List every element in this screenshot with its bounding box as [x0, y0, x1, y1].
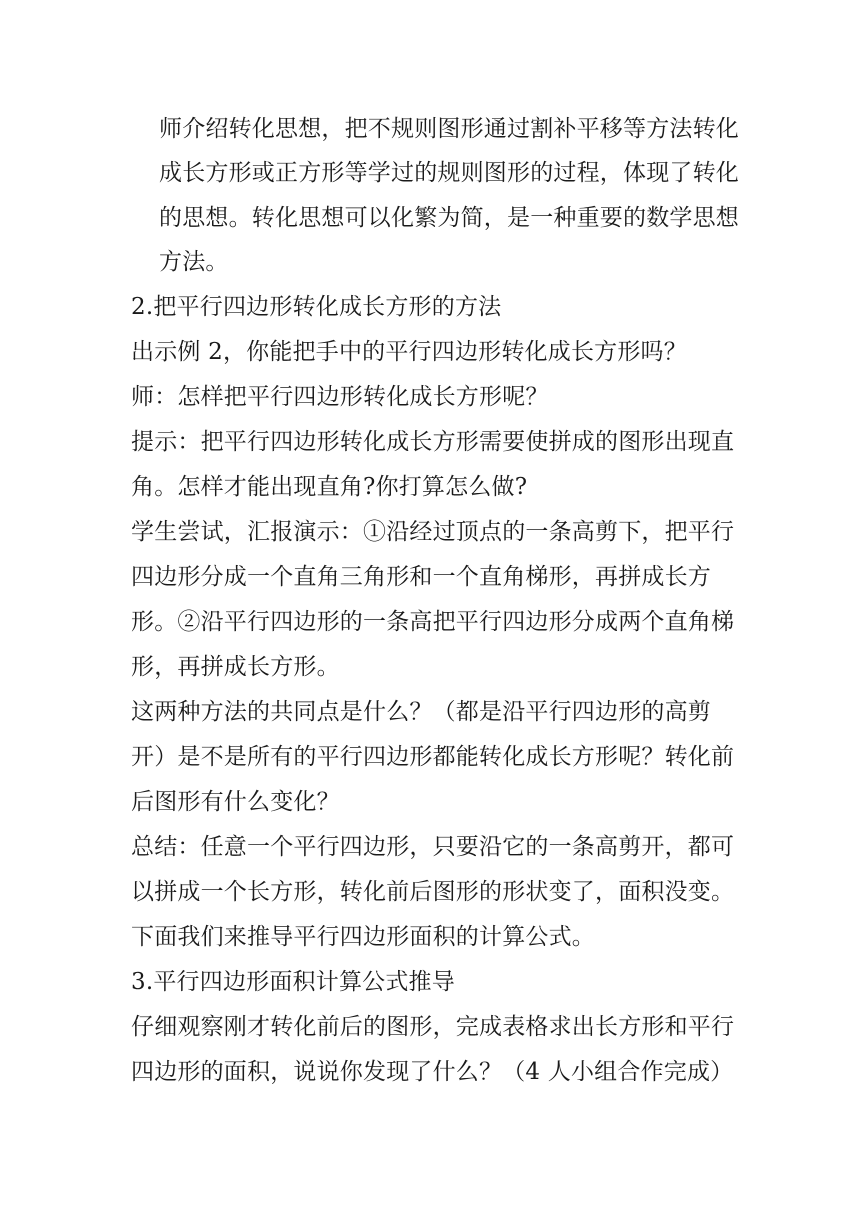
- text-line: 下面我们来推导平行四边形面积的计算公式。: [131, 924, 595, 950]
- text-line: 开）是不是所有的平行四边形都能转化成长方形呢？转化前: [131, 744, 735, 770]
- text-line: 师介绍转化思想，把不规则图形通过割补平移等方法转化: [159, 116, 739, 142]
- text-line: 方法。: [159, 249, 229, 275]
- text-line: 四边形的面积，说说你发现了什么？（4 人小组合作完成）: [131, 1059, 734, 1085]
- text-line: 成长方形或正方形等学过的规则图形的过程，体现了转化: [159, 160, 739, 186]
- section-heading: 2.把平行四边形转化成长方形的方法: [131, 294, 502, 320]
- text-line: 后图形有什么变化？: [131, 789, 340, 815]
- text-line: 学生尝试，汇报演示：①沿经过顶点的一条高剪下，把平行: [131, 519, 735, 545]
- text-line: 形。②沿平行四边形的一条高把平行四边形分成两个直角梯: [131, 609, 735, 635]
- text-line: 提示：把平行四边形转化成长方形需要使拼成的图形出现直: [131, 429, 735, 455]
- section-heading: 3.平行四边形面积计算公式推导: [131, 969, 455, 995]
- text-line: 出示例 2，你能把手中的平行四边形转化成长方形吗？: [131, 339, 687, 365]
- text-line: 总结：任意一个平行四边形，只要沿它的一条高剪开，都可: [131, 834, 735, 860]
- text-line: 四边形分成一个直角三角形和一个直角梯形，再拼成长方: [131, 564, 711, 590]
- text-line: 角。怎样才能出现直角?你打算怎么做?: [131, 474, 528, 500]
- text-line: 师：怎样把平行四边形转化成长方形呢？: [131, 384, 549, 410]
- text-line: 以拼成一个长方形，转化前后图形的形状变了，面积没变。: [131, 879, 735, 905]
- text-line: 形，再拼成长方形。: [131, 654, 340, 680]
- text-line: 的思想。转化思想可以化繁为简，是一种重要的数学思想: [159, 205, 739, 231]
- text-line: 仔细观察刚才转化前后的图形，完成表格求出长方形和平行: [131, 1014, 735, 1040]
- text-line: 这两种方法的共同点是什么？（都是沿平行四边形的高剪: [131, 699, 711, 725]
